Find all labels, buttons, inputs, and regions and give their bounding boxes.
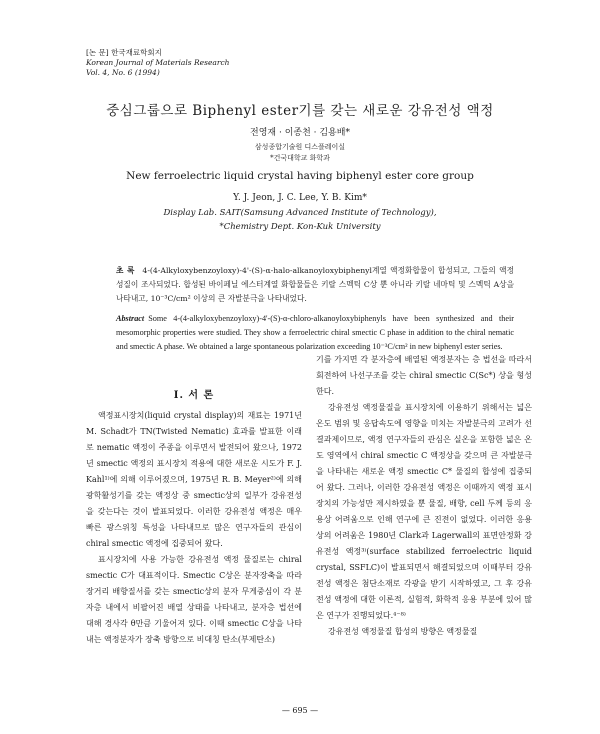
- abstract-ko: [116, 264, 514, 306]
- paragraph: 표시장치에 사용 가능한 강유전성 액정 물질로는 chiral smectic C가 대표적이다. Smectic C상은 분자장축을 따라 장거리 배향질서를 갖는 smectic상의 분자 무게중심이 각 분자층 내에서 비팔어진 배열 상태를 나타내고, 분자층 법선에 대해 경사각 θ만큼 기울어져 있다. 이때 smectic C상을 나타내는 액정분자가 장축 방향으로 비대칭 탄소(부제탄소): [86, 555, 302, 644]
- authors-en: Y. J. Jeon, J. C. Lee, Y. B. Kim*: [233, 193, 367, 203]
- paper-title-en: New ferroelectric liquid crystal having biphenyl ester core group: [126, 170, 474, 182]
- journal-name-ko: [논 문] 한국재료학회지: [86, 48, 162, 57]
- abstract-en-label: Abstract: [116, 314, 145, 323]
- abstract-en-text: Some 4-(4-alkyloxybenzoyloxy)-4'-(S)-α-chloro-alkanoyloxybiphenyls have been synthesized and their mesomorphic properties were studied. They show a ferroelectric chiral smectic C phase in addition to the chiral nematic and smectic A phase. We obtained a large spontaneous polarization exceeding 10⁻³C/cm² in new biphenyl ester series.: [116, 314, 514, 351]
- authors-ko: 전영재 · 이종천 · 김용배*: [250, 128, 350, 138]
- journal-volume: Vol. 4, No. 6 (1994): [86, 68, 160, 77]
- paragraph: 강유전성 액정물질을 표시장치에 이용하기 위해서는 넓은 온도 범위 및 응답속도에 영향을 미치는 자발분극의 고려가 선결과제이므로, 액정 연구자들의 관심은 실온을 포함한 넓은 온도 영역에서 chiral smectic C 액정상을 갖으며 큰 자발분극을 나타내는 새로운 액정 smectic C* 물질의 합성에 집중되어 왔다. 그러나, 이러한 강유전성 액정은 이때까지 액정 표시장치의 가능성만 제시하였을 뿐 물질, 배향, cell 두께 등의 응용상 어려움으로 인해 연구에 큰 진전이 없었다. 이러한 응용상의 어려움은 1980년 Clark과 Lagerwall의 표면안정화 강유전성 액정³⁾(surface stabilized ferroelectric liquid crystal, SSFLC)이 발표되면서 해결되었으며 이때부터 강유전성 액정은 첨단소재로 각광을 받기 시작하였고, 그 후 강유전성 액정에 대한 이론적, 실험적, 화학적 응용 부분에 있어 많은 연구가 진행되었다.⁴⁻⁸⁾: [316, 403, 532, 620]
- paper-title-ko: 중심그룹으로 Biphenyl ester기를 갖는 새로운 강유전성 액정: [106, 103, 494, 119]
- body-column-right: [316, 352, 532, 640]
- paragraph: 액정표시장치(liquid crystal display)의 재료는 1971년 M. Schadt가 TN(Twisted Nematic) 효과를 발표한 이래로 nematic 액정이 주종을 이루면서 발전되어 왔으나, 1972년 smectic 액정의 표시장치 적용에 대한 새로운 시도가 F. J. Kahl¹⁾에 의해 이루어졌으며, 1975년 R. B. Meyer²⁾에 의해 광학활성기를 갖는 액정상 중 smectic상의 일부가 강유전성을 갖는다는 것이 발표되었다. 이러한 강유전성 액정은 매우 빠른 광스위칭 특성을 나타내므로 많은 연구자들의 관심이 chiral smectic 액정에 집중되어 왔다.: [86, 411, 302, 548]
- journal-name-en: Korean Journal of Materials Research: [86, 58, 230, 67]
- section-heading-introduction: I. 서 론: [173, 390, 215, 401]
- affiliation-en-2: *Chemistry Dept. Kon-Kuk University: [219, 222, 381, 232]
- abstract-ko-text: 4-(4-Alkyloxybenzoyloxy)-4'-(S)-α-halo-alkanoyloxybiphenyl계열 액정화합물이 합성되고, 그들의 액정성질이 조사되었다. 합성된 바이페닐 에스터계열 화합물들은 키랄 스멕틱 C상 뿐 아니라 키랄 네마틱 및 스멕틱 A상을 나타내고, 10⁻³C/cm² 이상의 큰 자발분극을 나타내었다.: [116, 266, 514, 303]
- body-column-left: [86, 408, 302, 648]
- paragraph: 강유전성 액정물질 합성의 방향은 액정물질: [328, 627, 478, 636]
- page-number: — 695 —: [281, 706, 319, 715]
- affiliation-en-1: Display Lab. SAIT(Samsung Advanced Institute of Technology),: [163, 208, 437, 218]
- affiliation-ko-2: *건국대학교 화학과: [270, 154, 330, 162]
- paragraph: 기를 가지면 각 분자층에 배열된 액정분자는 층 법선을 따라서 회전하여 나선구조를 갖는 chiral smectic C(Sc*) 상을 형성한다.: [316, 355, 532, 396]
- affiliation-ko-1: 삼성종합기술원 디스플레이실: [254, 143, 346, 151]
- abstract-en: [116, 312, 514, 354]
- abstract-ko-label: 초 록: [116, 266, 135, 275]
- journal-header: [86, 48, 229, 78]
